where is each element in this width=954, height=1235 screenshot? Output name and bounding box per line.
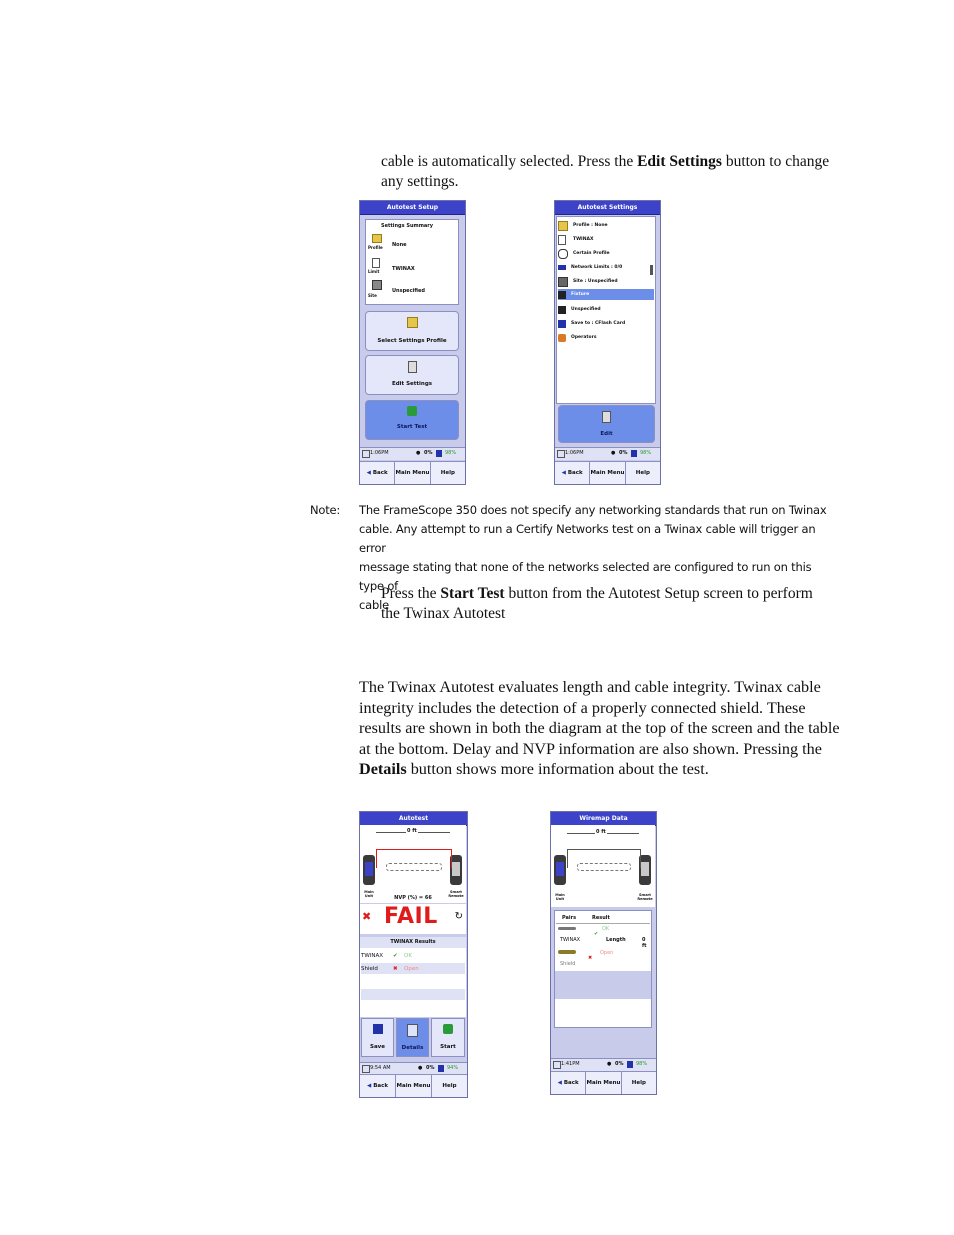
document-icon [372,258,380,268]
intro-paragraph: cable is automatically selected. Press the Edit Settings button to change any settings. [381,153,830,190]
building-icon [372,280,382,290]
note-text: The FrameScope 350 does not specify any networking standards that run on Twinax cable. Any attempt to run a Certify Networks test on a Twinax cable will trigger an error message stating that none of the networks selected are configured to run on this type of cable [359,503,827,612]
back-arrow-icon: ◀ [561,470,566,476]
settings-summary-panel [365,219,459,305]
network-icon [558,265,566,270]
summary-title: Settings Summary [381,223,434,229]
list-item-network-limits[interactable]: Network Limits : 0/0 [558,262,654,273]
nav-bar [360,1074,467,1097]
autotest-setup-screen [359,200,466,485]
autotest-settings-screen [554,200,661,485]
memory-card-icon [436,450,442,457]
list-item-certain-profile[interactable]: Certain Profile [558,248,654,259]
screen-title: Wiremap Data [551,812,656,826]
autotest-result-screen [359,811,468,1098]
main-unit-icon [363,855,375,885]
battery-icon: ● [418,1065,423,1071]
summary-row-site: Site Unspecified [368,280,456,302]
list-item-twinax[interactable]: TWINAX [558,234,654,245]
check-icon: ✔ [393,952,398,959]
save-icon [558,320,566,328]
box-icon [558,306,566,314]
clock-icon [362,1065,370,1073]
status-bar: 1:06PM ● 0% 98% [555,447,660,460]
nvp-text: NVP (%) = 66 [394,895,432,901]
list-item-fixture[interactable]: Fixture [558,289,654,300]
twinax-connector [386,863,442,871]
screen-title: Autotest [360,812,467,826]
clock-icon [553,1061,561,1069]
screen-title: Autotest Settings [555,201,660,215]
back-arrow-icon: ◀ [366,1083,372,1089]
fail-x-icon: ✖ [362,910,372,923]
nav-bar [555,461,660,484]
x-icon: ✖ [393,965,398,972]
length-label: 0 ft [596,829,606,835]
back-arrow-icon: ◀ [366,470,371,476]
main-unit-label: Main Unit [555,893,565,901]
press-paragraph: Press the Start Test button from the Autotest Setup screen to perform the Twinax Autotest [381,585,813,622]
wiremap-diagram [360,825,466,903]
document-icon [558,235,566,245]
details-button[interactable]: Details [396,1018,429,1057]
nav-bar [551,1071,656,1094]
memory-card-icon [438,1065,444,1072]
help-button[interactable]: Help [442,1083,457,1089]
select-settings-profile-button[interactable]: Select Settings Profile [365,311,459,351]
back-button[interactable]: ◀ Back [360,462,395,484]
save-button[interactable]: Save [361,1018,394,1057]
fail-status: FAIL [384,904,438,929]
twinax-connector [577,863,631,871]
memory-card-icon [627,1061,633,1068]
edit-icon [408,361,417,373]
list-item-unspecified[interactable]: Unspecified [558,304,654,315]
table-header: Pairs Result [556,912,650,924]
table-row: TWINAX ✔ OK [361,952,412,959]
edit-button[interactable]: Edit [558,405,655,443]
folder-icon [407,317,418,328]
wiremap-data-screen [550,811,657,1095]
back-arrow-icon: ◀ [557,1080,562,1086]
status-bar: 9:54 AM ● 0% 94% [360,1062,467,1075]
help-button[interactable]: Help [440,470,455,476]
status-bar: 1:41PM ● 0% 98% [551,1058,656,1071]
fixture-icon [558,291,566,299]
list-item-operators[interactable]: Operators [558,332,654,343]
folder-icon [558,221,568,231]
results-title: TWINAX Results [360,937,466,948]
status-bar: 1:06PM ● 0% 98% [360,447,465,460]
wiremap-diagram [551,825,655,907]
battery-icon: ● [611,450,616,456]
main-menu-button[interactable]: Main Menu [586,1072,621,1094]
summary-row-profile: Profile None [368,234,456,254]
settings-list-panel [556,216,656,404]
clock-icon [557,450,565,458]
shield-cable-icon [558,950,576,954]
start-arrow-icon [407,406,417,416]
help-button[interactable]: Help [635,470,650,476]
body-paragraph: The Twinax Autotest evaluates length and cable integrity. Twinax cable integrity includes the detection of a properly connected shield. These results are shown in both the diagram at the top of the screen and the table at the bottom. Delay and NVP information are also shown. Pressing the Details button shows more information about the test. [359,678,840,778]
battery-icon: ● [416,450,421,456]
twinax-cable-icon [558,927,576,930]
results-table [360,937,466,1017]
x-icon: ✖ [588,955,593,961]
scrollbar[interactable] [650,265,653,275]
table-row: Shield ✖ Open [361,963,465,974]
list-item-save-to[interactable]: Save to : CFlash Card [558,318,654,329]
memory-card-icon [631,450,637,457]
retest-icon: ↻ [454,911,463,922]
table-row: ✔ OK TWINAX Length 0 ft [560,926,647,949]
help-button[interactable]: Help [631,1080,646,1086]
fail-banner [360,904,466,934]
main-menu-button[interactable]: Main Menu [396,1075,432,1097]
edit-settings-button[interactable]: Edit Settings [365,355,459,395]
main-unit-icon [554,855,566,885]
back-button[interactable]: ◀ Back [360,1075,396,1097]
folder-icon [372,234,382,243]
main-menu-button[interactable]: Main Menu [590,462,625,484]
cable-icon [558,249,568,259]
smart-remote-label: Smart Remote [448,890,464,898]
battery-icon: ● [607,1061,612,1067]
list-item-site[interactable]: Site : Unspecified [558,276,654,287]
back-button[interactable]: ◀ Back [551,1072,586,1094]
screen-title: Autotest Setup [360,201,465,215]
start-arrow-icon [443,1024,453,1034]
smart-remote-label: Smart Remote [637,893,653,901]
empty-row [361,989,465,1000]
save-icon [373,1024,383,1034]
operator-icon [558,334,566,342]
note-label: Note: [310,503,341,517]
table-row: ✖ Open Shield [560,950,614,967]
details-icon [407,1024,418,1037]
wiremap-table [554,910,652,1028]
length-label: 0 ft [407,828,417,834]
start-button[interactable]: Start [431,1018,465,1057]
main-menu-button[interactable]: Main Menu [395,462,430,484]
main-unit-label: Main Unit [364,890,374,898]
check-icon: ✔ [594,931,599,937]
nav-bar [360,461,465,484]
clock-icon [362,450,370,458]
edit-icon [602,411,611,423]
building-icon [558,277,568,287]
start-test-button[interactable]: Start Test [365,400,459,440]
back-button[interactable]: ◀ Back [555,462,590,484]
empty-band [554,1028,652,1054]
list-item-profile[interactable]: Profile : None [558,220,654,231]
empty-area [555,971,651,999]
summary-row-limit: Limit TWINAX [368,258,456,278]
